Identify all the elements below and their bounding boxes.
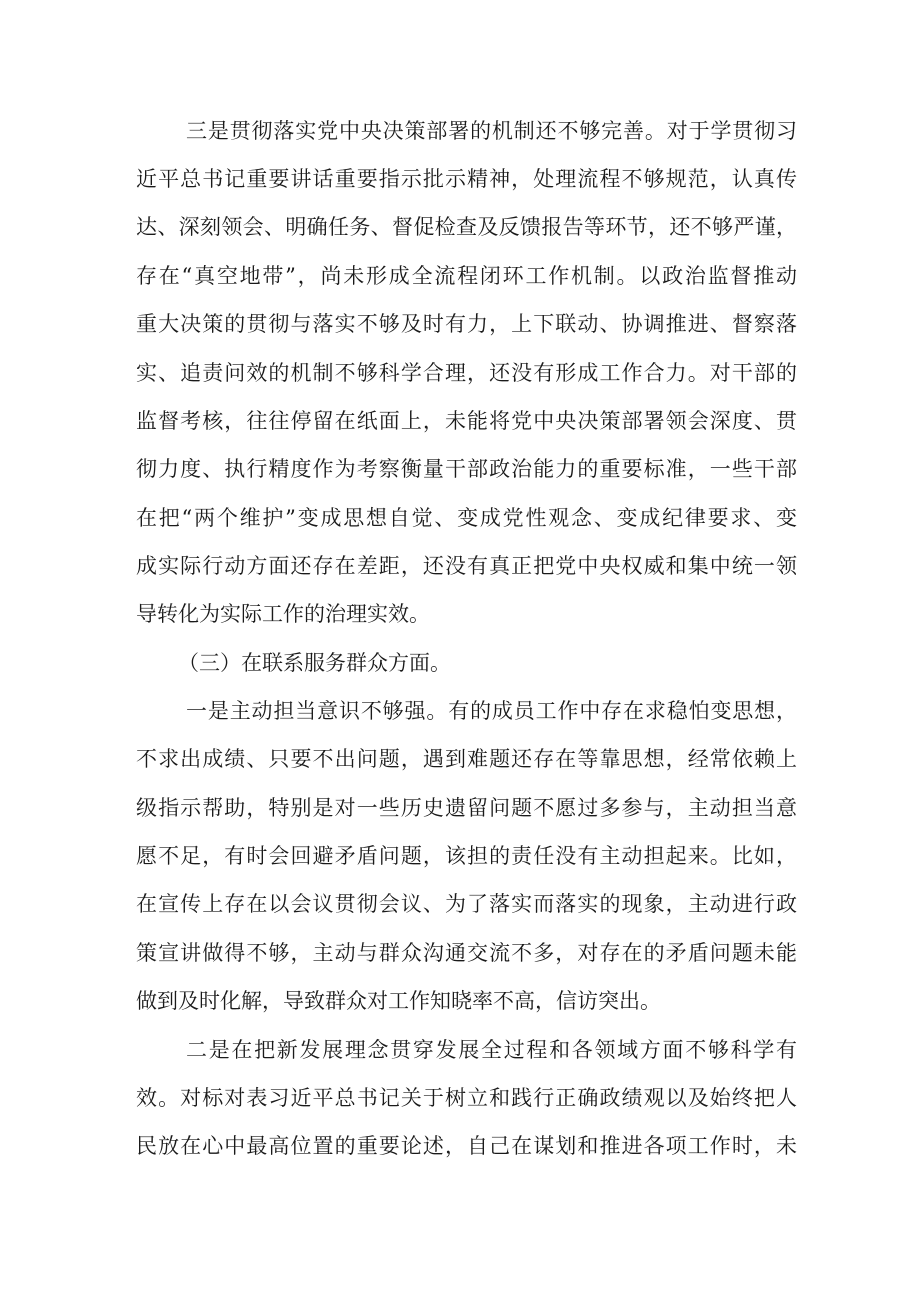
paragraph-line: 二是在把新发展理念贯穿发展全过程和各领域方面不够科学有 <box>186 1038 797 1062</box>
paragraph-line: 效。对标对表习近平总书记关于树立和践行正确政绩观以及始终把人 <box>136 1086 797 1110</box>
paragraph-line: 彻力度、执行精度作为考察衡量干部政治能力的重要标准，一些干部 <box>136 457 797 481</box>
paragraph-line: 重大决策的贯彻与落实不够及时有力，上下联动、协调推进、督察落 <box>136 312 797 336</box>
paragraph-line: 存在“真空地带”，尚未形成全流程闭环工作机制。以政治监督推动 <box>136 264 797 288</box>
paragraph-line: 在把“两个维护”变成思想自觉、变成党性观念、变成纪律要求、变 <box>136 506 797 530</box>
paragraph-line: 导转化为实际工作的治理实效。 <box>136 602 430 626</box>
paragraph-line: 一是主动担当意识不够强。有的成员工作中存在求稳怕变思想， <box>186 699 797 723</box>
section-heading: （三）在联系服务群众方面。 <box>178 651 451 675</box>
paragraph-line: 民放在心中最高位置的重要论述，自己在谋划和推进各项工作时，未 <box>136 1134 797 1158</box>
paragraph-line: 策宣讲做得不够，主动与群众沟通交流不多，对存在的矛盾问题未能 <box>136 941 797 965</box>
paragraph-line: 实、追责问效的机制不够科学合理，还没有形成工作合力。对干部的 <box>136 361 797 385</box>
paragraph-line: 在宣传上存在以会议贯彻会议、为了落实而落实的现象，主动进行政 <box>136 892 797 916</box>
paragraph-line: 做到及时化解，导致群众对工作知晓率不高，信访突出。 <box>136 989 661 1013</box>
paragraph-line: 成实际行动方面还存在差距，还没有真正把党中央权威和集中统一领 <box>136 554 797 578</box>
paragraph-line: 达、深刻领会、明确任务、督促检查及反馈报告等环节，还不够严谨， <box>136 215 797 239</box>
paragraph-line: 不求出成绩、只要不出问题，遇到难题还存在等靠思想，经常依赖上 <box>136 747 797 771</box>
paragraph-line: 监督考核，往往停留在纸面上，未能将党中央决策部署领会深度、贯 <box>136 409 797 433</box>
paragraph-line: 级指示帮助，特别是对一些历史遗留问题不愿过多参与，主动担当意 <box>136 796 797 820</box>
paragraph-line: 愿不足，有时会回避矛盾问题，该担的责任没有主动担起来。比如， <box>136 844 797 868</box>
paragraph-line: 近平总书记重要讲话重要指示批示精神，处理流程不够规范，认真传 <box>136 167 797 191</box>
paragraph-line: 三是贯彻落实党中央决策部署的机制还不够完善。对于学贯彻习 <box>186 119 797 143</box>
